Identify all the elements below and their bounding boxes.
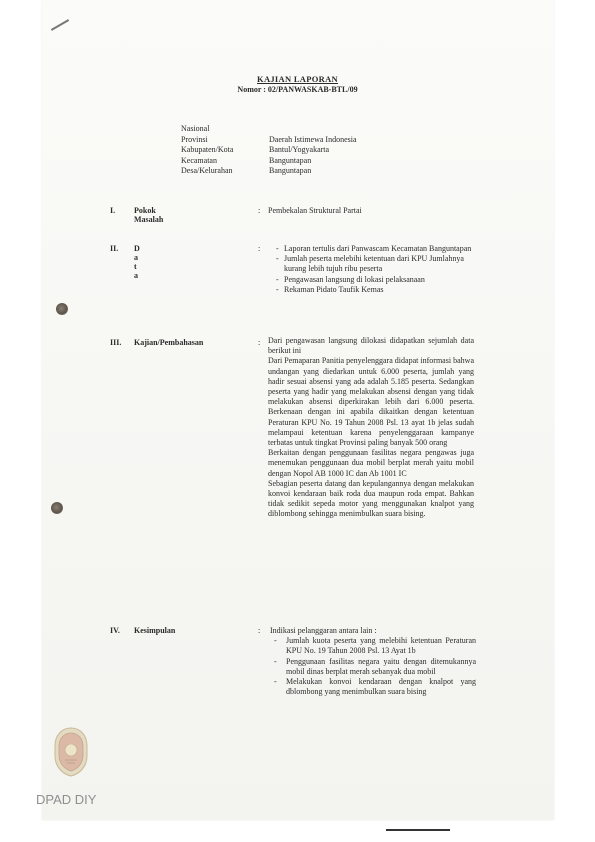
seal-stamp-icon xyxy=(52,726,90,778)
region-label: Nasional xyxy=(181,124,210,133)
section-number: I. xyxy=(110,206,116,215)
region-label: Provinsi xyxy=(181,134,208,144)
region-row-desa xyxy=(181,166,357,177)
list-item: - Jumlah peserta melebihi ketentuan dari KPU Jumlahnya kurang lebih tujuh ribu peserta xyxy=(274,254,480,274)
list-item: - Penggunaan fasilitas negara yaitu dengan ditemukannya mobil dinas berplat merah sebanyak dua mobil xyxy=(270,657,476,677)
document-title: KAJIAN LAPORAN xyxy=(257,74,338,84)
paragraph: Dari Pemaparan Panitia penyelenggara didapat informasi bahwa undangan yang diedarkan untuk 6.000 peserta, jumlah yang hadir sesuai absensi yang ada adalah 5.185 peserta. Sedangkan peserta yang hadir yang melakukan absensi dengan yang tidak melakukan absensi diperkirakan lebih dari 6.000 peserta. Berkenaan dengan ini apabila dikaitkan dengan ketentuan Peraturan KPU No. 19 Tahun 2008 Psl. 13 ayat 1b jelas sudah melampaui ketentuan karena penyelenggaraan kampanye terbatas untuk tingkat Provinsi paling banyak 500 orang xyxy=(268,356,474,448)
region-value: Banguntapan xyxy=(269,155,312,165)
region-row-provinsi xyxy=(181,135,357,146)
section-title: Kesimpulan xyxy=(134,626,176,635)
watermark-text: DPAD DIY xyxy=(36,792,97,807)
list-item: - Melakukan konvoi kendaraan dengan knalpot yang dblombong yang menimbulkan suara bising xyxy=(270,677,476,697)
region-row-kecamatan xyxy=(181,156,357,167)
region-row-kabupaten xyxy=(181,145,357,156)
region-value: Daerah Istimewa Indonesia xyxy=(269,134,357,144)
region-value: Banguntapan xyxy=(269,166,312,175)
section-colon: : xyxy=(258,626,261,635)
list-item: - Pengawasan langsung di lokasi pelaksanaan xyxy=(274,275,480,285)
section-number: II. xyxy=(110,244,119,253)
section-title: Pokok Masalah xyxy=(134,206,164,224)
conclusion-list xyxy=(270,636,476,697)
list-item: - Laporan tertulis dari Panwascam Kecamatan Banguntapan xyxy=(274,244,480,254)
region-table xyxy=(181,124,357,177)
punch-hole-bottom xyxy=(51,502,63,514)
section-colon: : xyxy=(258,338,261,347)
section-colon: : xyxy=(258,244,261,253)
section-content xyxy=(274,244,480,295)
punch-hole-top xyxy=(56,303,68,315)
section-title: Kajian/Pembahasan xyxy=(134,338,204,347)
document-number: Nomor : 02/PANWASKAB-BTL/09 xyxy=(237,85,358,94)
list-item: - Jumlah kuota peserta yang melebihi ketentuan Peraturan KPU No. 19 Tahun 2008 Psl. 13 Ayat 1b xyxy=(270,636,476,656)
paragraph: Dari pengawasan langsung dilokasi didapatkan sejumlah data berikut ini xyxy=(268,336,474,356)
section-content xyxy=(268,336,474,520)
region-label: Kabupaten/Kota xyxy=(181,145,234,154)
section-content xyxy=(270,626,476,697)
paragraph: Sebagian peserta datang dan kepulangannya dengan melakukan konvoi kendaraan baik roda dua maupun roda empat. Bahkan tidak sedikit sepeda motor yang menggunakan knalpot yang diblombong sehingga menimbulkan suara bising. xyxy=(268,478,474,519)
list-item: - Rekaman Pidato Taufik Kemas xyxy=(274,285,480,295)
region-row-nasional xyxy=(181,124,357,135)
region-label: Kecamatan xyxy=(181,155,217,165)
paragraph: Berkaitan dengan penggunaan fasilitas negara pengawas juga menemukan penggunaan dua mobil berplat merah yaitu mobil dengan Nopol AB 1000 IC dan Ab 1001 IC xyxy=(268,448,474,478)
section-number: III. xyxy=(110,338,122,347)
region-label: Desa/Kelurahan xyxy=(181,166,233,175)
section-title: D a t a xyxy=(134,244,140,280)
bottom-divider xyxy=(386,829,450,831)
section-text: Pembekalan Struktural Partai xyxy=(268,206,362,215)
conclusion-intro: Indikasi pelanggaran antara lain : xyxy=(270,626,377,635)
data-list xyxy=(274,244,480,295)
section-colon: : xyxy=(258,206,261,215)
region-value: Bantul/Yogyakarta xyxy=(269,145,330,154)
section-number: IV. xyxy=(110,626,120,635)
document-header xyxy=(0,74,595,94)
